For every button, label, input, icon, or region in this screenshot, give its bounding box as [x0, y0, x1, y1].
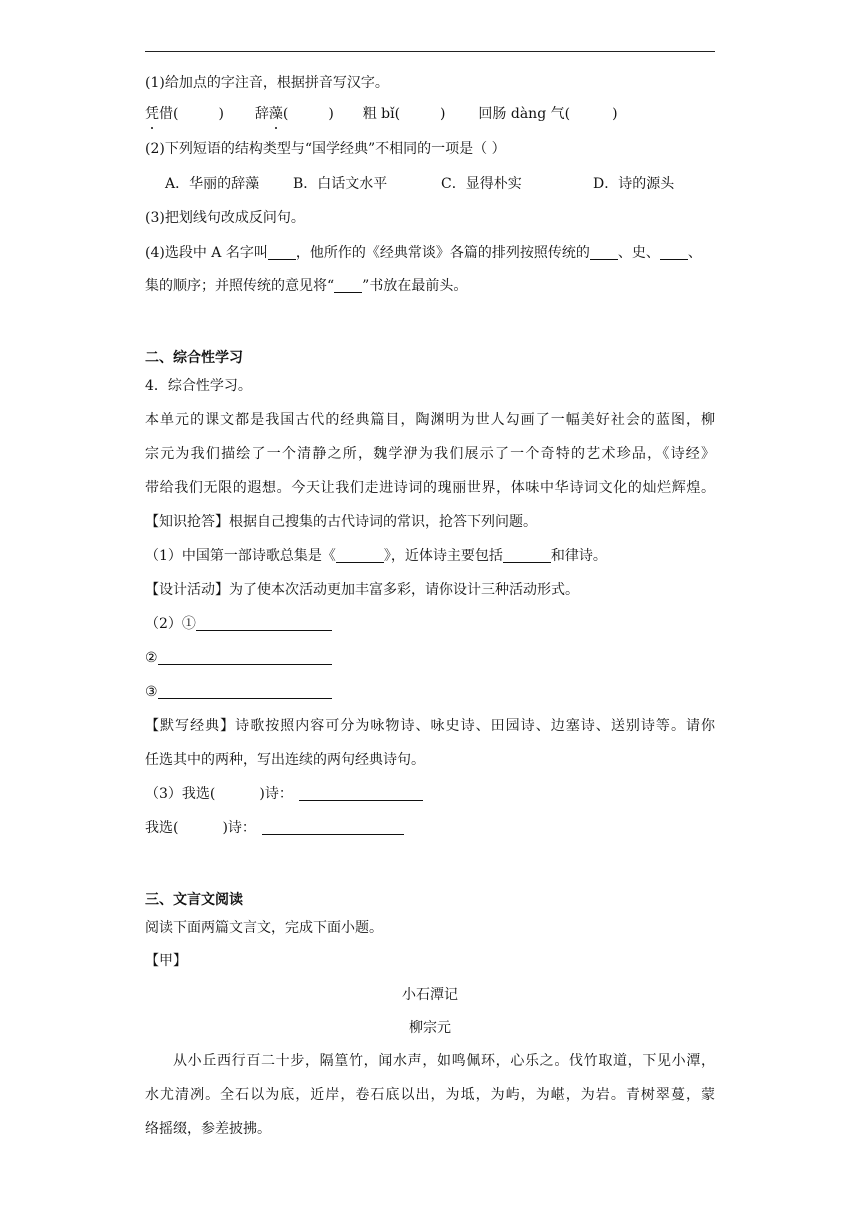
- write-answer-1: （3）我选( )诗：: [145, 784, 423, 804]
- knowledge-question-1: （1）中国第一部诗歌总集是《 》，近体诗主要包括 和律诗。: [145, 548, 607, 564]
- q1-part4-line2: 集的顺序；并照传统的意见将“ ”书放在最前头。: [145, 278, 468, 294]
- answer-blank[interactable]: [158, 683, 332, 699]
- passage-line-2: 水尤清冽。全石以为底，近岸，卷石底以出，为坻，为屿，为嵁，为岩。青树翠蔓，蒙: [145, 1087, 715, 1103]
- passage-line-3: 络摇缀，参差披拂。: [145, 1121, 271, 1137]
- answer-blank[interactable]: [299, 785, 423, 801]
- design-item-1: （2）①: [145, 614, 332, 634]
- q1-part4-line1: (4)选段中 A 名字叫 ，他所作的《经典常谈》各篇的排列按照传统的 、史、 、: [145, 245, 702, 261]
- question-4-number: 4．综合性学习。: [145, 378, 252, 394]
- dotted-char: 藻: [268, 106, 283, 122]
- design-prompt: 【设计活动】为了使本次活动更加丰富多彩，请你设计三种活动形式。: [145, 582, 579, 598]
- passage-title: 小石潭记: [402, 987, 458, 1003]
- section-2-heading: 二、综合性学习: [145, 350, 243, 366]
- answer-blank[interactable]: [262, 819, 404, 835]
- pinyin-item-3: 粗 bǐ( ): [362, 106, 446, 122]
- knowledge-prompt: 【知识抢答】根据自己搜集的古代诗词的常识，抢答下列问题。: [145, 514, 537, 530]
- design-item-2: ②: [145, 648, 332, 668]
- pinyin-item-4: 回肠 dàng 气( ): [478, 106, 618, 122]
- text-tag-jia: 【甲】: [145, 953, 187, 969]
- pinyin-line: [145, 104, 618, 124]
- write-prompt-line-2: 任选其中的两种，写出连续的两句经典诗句。: [145, 752, 425, 768]
- intro-para-line-1: 本单元的课文都是我国古代的经典篇目，陶渊明为世人勾画了一幅美好社会的蓝图，柳: [145, 412, 715, 428]
- intro-para-line-3: 带给我们无限的遐想。今天让我们走进诗词的瑰丽世界，体味中华诗词文化的灿烂辉煌。: [145, 480, 715, 496]
- option-b: B．白话文水平: [293, 176, 388, 192]
- q1-part2: (2)下列短语的结构类型与“国学经典”不相同的一项是（ ）: [145, 141, 506, 157]
- section-3-heading: 三、文言文阅读: [145, 892, 243, 908]
- dotted-char: 凭: [145, 106, 159, 122]
- reading-intro: 阅读下面两篇文言文，完成下面小题。: [145, 920, 383, 936]
- answer-blank[interactable]: [268, 244, 296, 260]
- option-d: D．诗的源头: [593, 176, 675, 192]
- design-item-3: ③: [145, 682, 332, 702]
- answer-blank[interactable]: [336, 547, 384, 563]
- write-prompt-line-1: 【默写经典】诗歌按照内容可分为咏物诗、咏史诗、田园诗、边塞诗、送别诗等。请你: [145, 718, 715, 734]
- answer-blank[interactable]: [196, 615, 332, 631]
- answer-blank[interactable]: [503, 547, 551, 563]
- option-a: A．华丽的辞藻: [165, 176, 260, 192]
- intro-para-line-2: 宗元为我们描绘了一个清静之所，魏学洢为我们展示了一个奇特的艺术珍品，《诗经》: [145, 446, 715, 462]
- passage-author: 柳宗元: [409, 1020, 451, 1036]
- answer-blank[interactable]: [334, 277, 362, 293]
- options-row: [165, 174, 674, 194]
- q1-part3: (3)把划线句改成反问句。: [145, 210, 305, 226]
- answer-blank[interactable]: [590, 244, 618, 260]
- answer-blank[interactable]: [158, 649, 332, 665]
- option-c: C．显得朴实: [441, 176, 522, 192]
- answer-blank[interactable]: [660, 244, 688, 260]
- header-rule: [145, 51, 715, 52]
- passage-line-1: 从小丘西行百二十步，隔篁竹，闻水声，如鸣佩环，心乐之。伐竹取道，下见小潭，: [173, 1053, 715, 1069]
- pinyin-item-2: 辞藻( ): [254, 106, 334, 122]
- q1-part1: (1)给加点的字注音，根据拼音写汉字。: [145, 75, 389, 91]
- pinyin-item-1: 凭借( ): [145, 106, 224, 122]
- write-answer-2: 我选( )诗：: [145, 818, 404, 838]
